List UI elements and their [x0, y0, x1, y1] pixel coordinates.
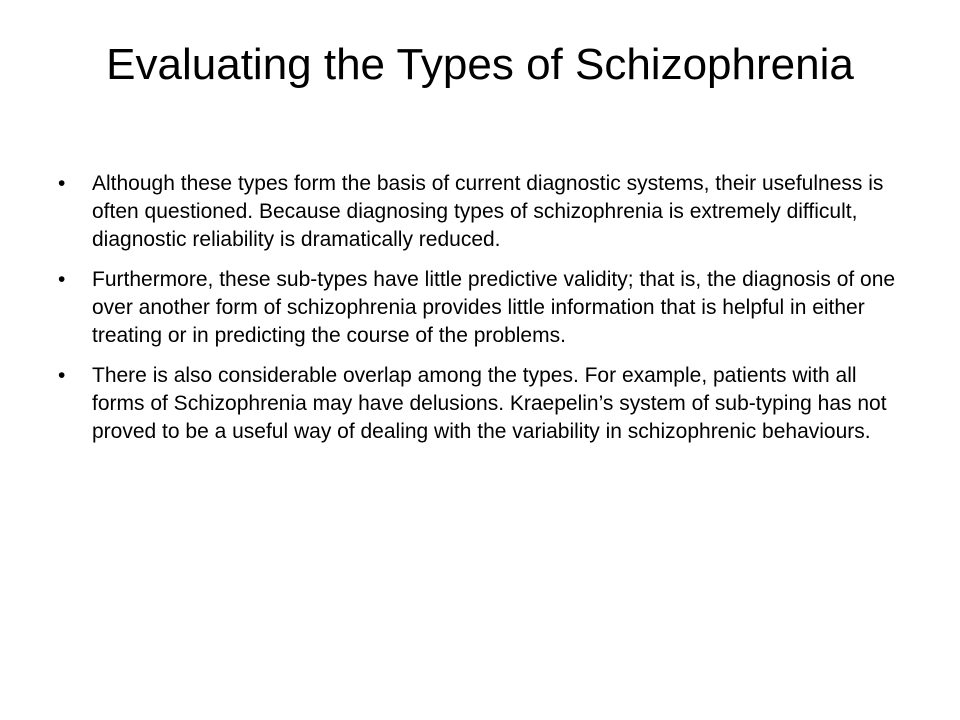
- bullet-list: [58, 170, 898, 458]
- bullet-item: [58, 170, 898, 254]
- bullet-text: There is also considerable overlap among the types. For example, patients with all forms of Schizophrenia may have delusions. Kraepelin’s system of sub-typing has not proved to be a useful way of dealing with the variability in schizophrenic behaviours.: [92, 364, 887, 443]
- bullet-point-icon: •: [58, 268, 66, 291]
- bullet-text: Furthermore, these sub-types have little predictive validity; that is, the diagnosis of one over another form of schizophrenia provides little information that is helpful in either treating or in predicting the course of the problems.: [92, 268, 896, 347]
- slide-title: Evaluating the Types of Schizophrenia: [106, 40, 854, 89]
- bullet-item: [58, 362, 898, 446]
- bullet-item: [58, 266, 898, 350]
- bullet-text: Although these types form the basis of current diagnostic systems, their usefulness is often questioned. Because diagnosing types of schizophrenia is extremely difficult, diagnostic reliability is dramatically reduced.: [92, 172, 884, 251]
- bullet-point-icon: •: [58, 364, 66, 387]
- bullet-point-icon: •: [58, 172, 66, 195]
